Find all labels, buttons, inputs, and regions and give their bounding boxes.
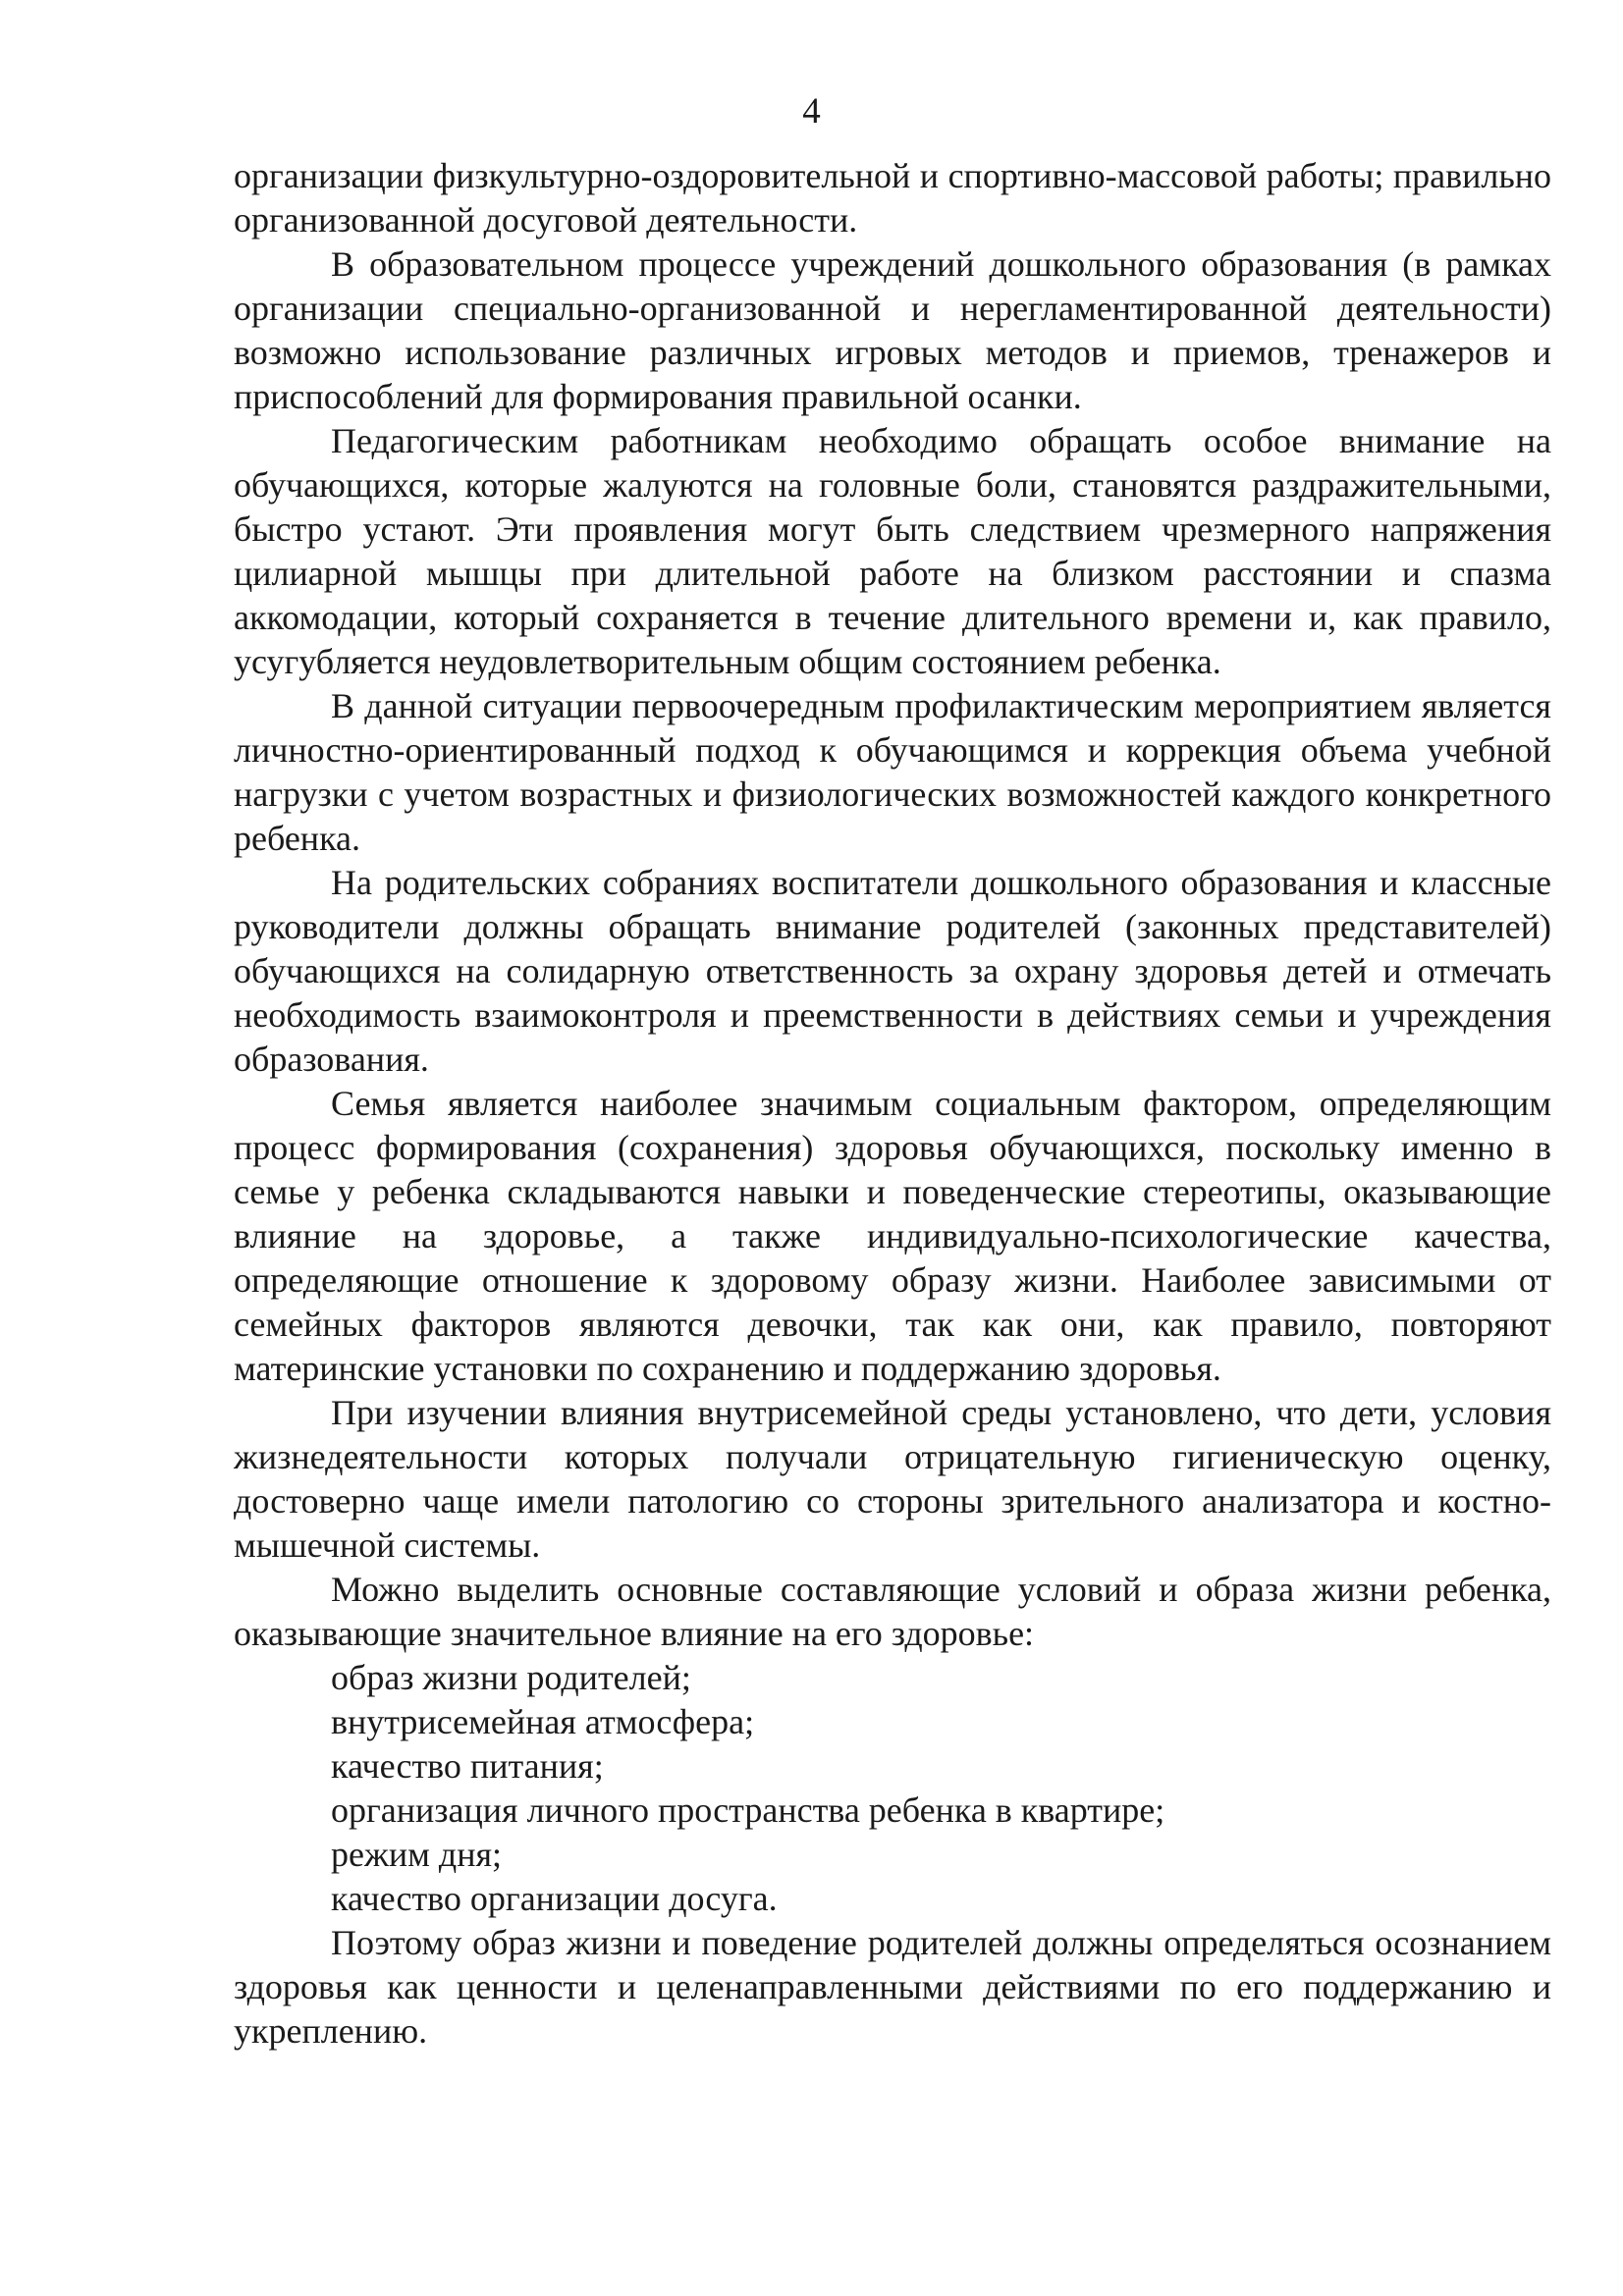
factor-list [234, 1656, 1551, 1921]
document-body [234, 154, 1551, 2054]
list-item: внутрисемейная атмосфера; [331, 1702, 755, 1741]
list-item: образ жизни родителей; [331, 1658, 691, 1697]
paragraph-5: На родительских собраниях воспитатели дошкольного образования и классные руководители должны обращать внимание родителей (законных представителей) обучающихся на солидарную ответственность за охрану здоровья детей и отмечать необходимость взаимоконтроля и преемственности в действиях семьи и учреждения образования. [234, 863, 1551, 1079]
paragraph-2: В образовательном процессе учреждений дошкольного образования (в рамках организации специально-организованной и нерегламентированной деятельности) возможно использование различных игровых методов и приемов, тренажеров и приспособлений для формирования правильной осанки. [234, 244, 1551, 416]
final-paragraph: Поэтому образ жизни и поведение родителей должны определяться осознанием здоровья как ценности и целенаправленными действиями по его поддержанию и укреплению. [234, 1923, 1551, 2051]
paragraph-3: Педагогическим работникам необходимо обращать особое внимание на обучающихся, которые жалуются на головные боли, становятся раздражительными, быстро устают. Эти проявления могут быть следствием чрезмерного напряжения цилиарной мышцы при длительной работе на близком расстоянии и спазма аккомодации, который сохраняется в течение длительного времени и, как правило, усугубляется неудовлетворительным общим состоянием ребенка. [234, 421, 1551, 681]
paragraph-4: В данной ситуации первоочередным профилактическим мероприятием является личностно-ориентированный подход к обучающимся и коррекция объема учебной нагрузки с учетом возрастных и физиологических возможностей каждого конкретного ребенка. [234, 686, 1551, 858]
paragraph-6: Семья является наиболее значимым социальным фактором, определяющим процесс формирования (сохранения) здоровья обучающихся, поскольку именно в семье у ребенка складываются навыки и поведенческие стереотипы, оказывающие влияние на здоровье, а также индивидуально-психологические качества, определяющие отношение к здоровому образу жизни. Наиболее зависимыми от семейных факторов являются девочки, так как они, как правило, повторяют материнские установки по сохранению и поддержанию здоровья. [234, 1084, 1551, 1388]
list-item: режим дня; [331, 1835, 503, 1874]
paragraph-8: Можно выделить основные составляющие условий и образа жизни ребенка, оказывающие значительное влияние на его здоровье: [234, 1570, 1551, 1653]
paragraph-7: При изучении влияния внутрисемейной среды установлено, что дети, условия жизнедеятельности которых получали отрицательную гигиеническую оценку, достоверно чаще имели патологию со стороны зрительного анализатора и костно-мышечной системы. [234, 1393, 1551, 1565]
paragraph-1: организации физкультурно-оздоровительной и спортивно-массовой работы; правильно организованной досуговой деятельности. [234, 156, 1551, 240]
page-number: 4 [802, 91, 821, 132]
list-item: качество питания; [331, 1746, 604, 1786]
list-item: организация личного пространства ребенка в квартире; [331, 1790, 1165, 1830]
list-item: качество организации досуга. [331, 1879, 778, 1918]
